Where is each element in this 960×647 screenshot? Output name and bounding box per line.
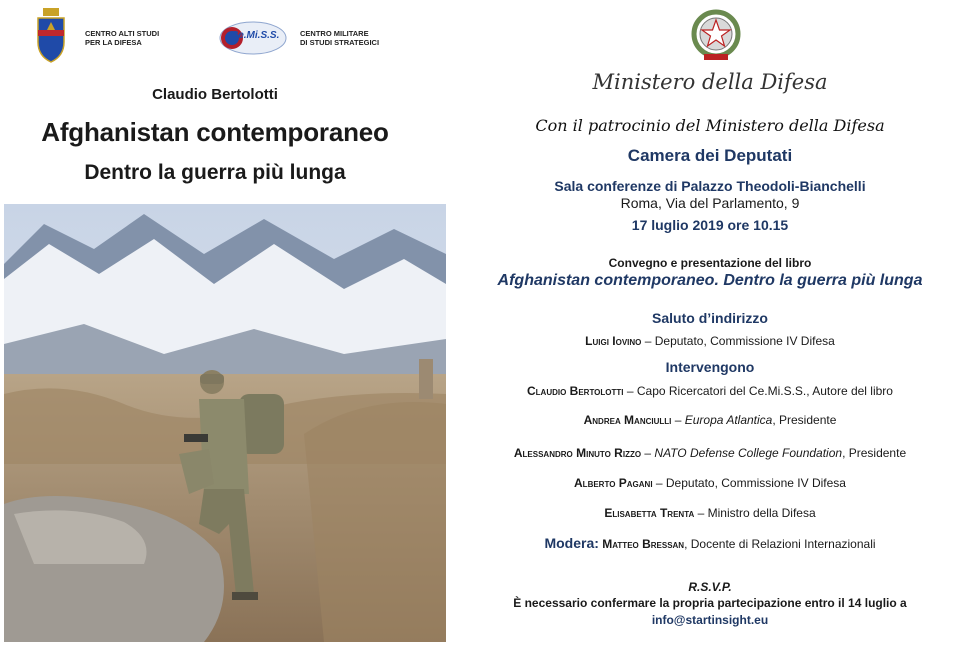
moderator-label: Modera:: [544, 535, 599, 551]
cemiss-line-1: CENTRO MILITARE: [300, 29, 369, 38]
speaker-name: Claudio Bertolotti: [527, 384, 624, 398]
greeting-role: – Deputato, Commissione IV Difesa: [641, 334, 835, 348]
casd-line-2: PER LA DIFESA: [85, 38, 142, 47]
speaker-role: – Ministro della Difesa: [694, 506, 816, 520]
moderator-name: Matteo Bressan: [602, 537, 685, 551]
event-type: Convegno e presentazione del libro: [608, 256, 812, 270]
speaker-line: [470, 384, 950, 398]
cemiss-line-2: DI STUDI STRATEGICI: [300, 38, 380, 47]
italian-republic-emblem-icon: [690, 8, 742, 64]
patronage-line: Con il patrocinio del Ministero della Difesa: [535, 116, 885, 135]
address: Roma, Via del Parlamento, 9: [620, 195, 800, 211]
speaker-name: Andrea Manciulli: [583, 413, 672, 427]
speaker-role: –: [671, 413, 685, 427]
speakers-heading: Intervengono: [665, 359, 755, 375]
greeting-line: [470, 334, 950, 348]
moderator-line: [470, 535, 950, 551]
moderator-role: , Docente di Relazioni Internazionali: [684, 537, 876, 551]
book-author: Claudio Bertolotti: [152, 86, 278, 103]
speaker-line: [470, 413, 950, 427]
casd-logo-icon: [36, 8, 66, 66]
speaker-name: Elisabetta Trenta: [604, 506, 695, 520]
speaker-name: Alessandro Minuto Rizzo: [513, 446, 642, 460]
venue-name: Camera dei Deputati: [627, 146, 793, 165]
room-name: Sala conferenze di Palazzo Theodoli-Bianchelli: [554, 178, 866, 194]
rsvp-note: È necessario confermare la propria partecipazione entro il 14 luglio a: [513, 596, 907, 610]
greeting-name: Luigi Iovino: [585, 334, 642, 348]
ministry-name: Ministero della Difesa: [592, 70, 828, 94]
speaker-line: [470, 476, 950, 490]
casd-line-1: CENTRO ALTI STUDI: [85, 29, 160, 38]
soldier-photo: [4, 204, 446, 642]
event-date: 17 luglio 2019 ore 10.15: [631, 217, 789, 233]
speaker-role: –: [641, 446, 655, 460]
speaker-role-suffix: , Presidente: [772, 413, 837, 427]
cemiss-badge: Ce.Mi.S.S.: [231, 30, 280, 41]
casd-name: [85, 29, 159, 47]
greeting-heading: Saluto d’indirizzo: [652, 310, 768, 326]
speaker-org: Europa Atlantica: [684, 413, 773, 427]
speaker-name: Alberto Pagani: [574, 476, 653, 490]
speaker-role: – Capo Ricercatori del Ce.Mi.S.S., Autore del libro: [623, 384, 893, 398]
speaker-line: [470, 506, 950, 520]
speaker-role: – Deputato, Commissione IV Difesa: [652, 476, 846, 490]
speaker-role-suffix: , Presidente: [842, 446, 907, 460]
rsvp-email-link[interactable]: info@startinsight.eu: [651, 613, 769, 627]
book-subtitle: Dentro la guerra più lunga: [84, 161, 346, 184]
speaker-org: NATO Defense College Foundation: [654, 446, 843, 460]
cemiss-name: [300, 29, 379, 47]
rsvp-heading: R.S.V.P.: [688, 580, 732, 594]
book-title: Afghanistan contemporaneo: [41, 117, 389, 147]
event-book-title: Afghanistan contemporaneo. Dentro la guerra più lunga: [497, 272, 923, 289]
speaker-line: [470, 446, 950, 460]
